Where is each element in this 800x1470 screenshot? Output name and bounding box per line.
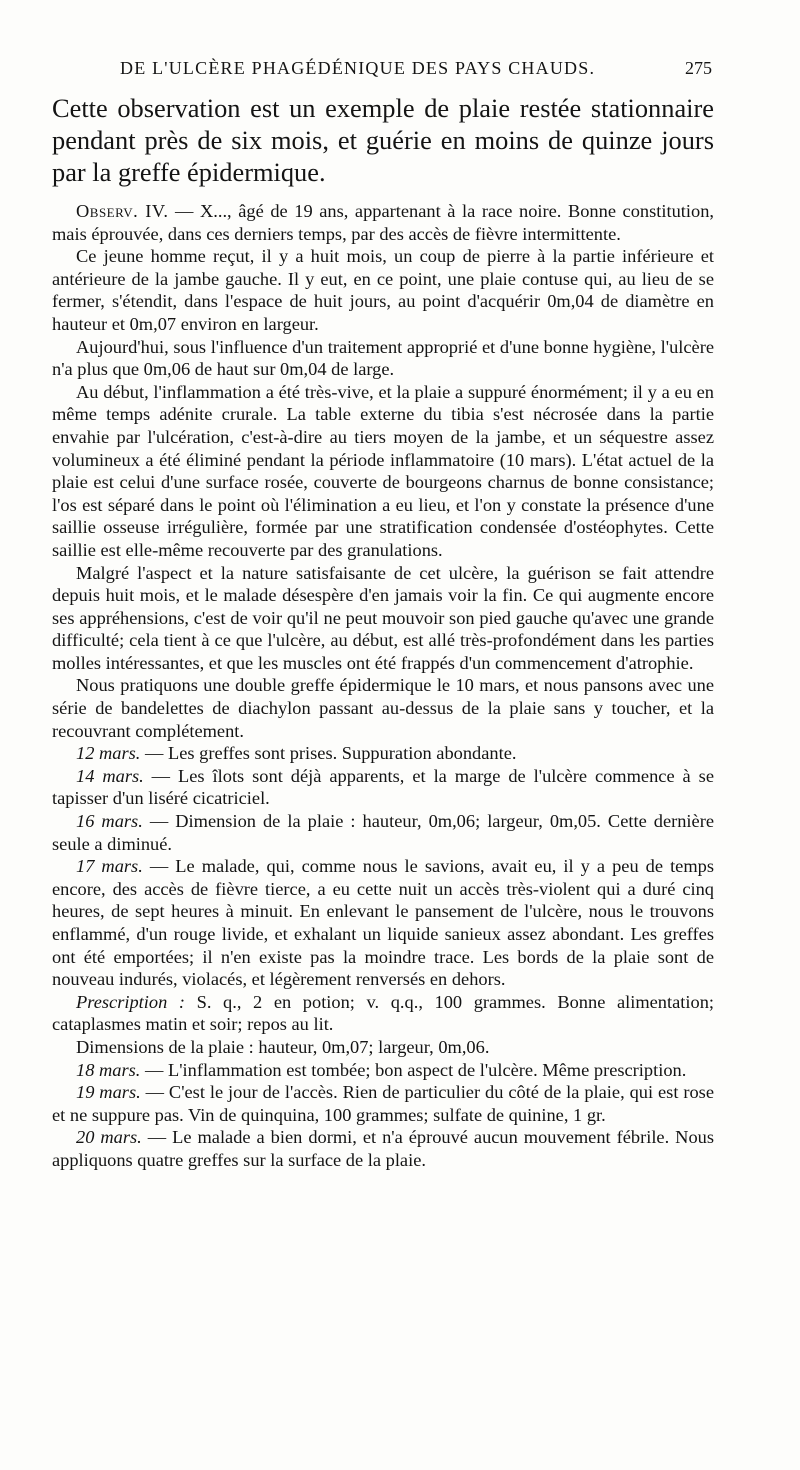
paragraph	[52, 1081, 714, 1126]
paragraph	[52, 1126, 714, 1171]
running-header	[120, 58, 712, 79]
paragraph	[52, 1059, 714, 1082]
paragraph-text: — Le malade, qui, comme nous le savions, avait eu, il y a peu de temps encore, des accès de fièvre tierce, a eu cette nuit un accès très-violent qui a duré cinq heures, de sept heures à minuit. En enlevant le pansement de l'ulcère, nous le trouvons enflammé, d'un rouge livide, et exhalant un liquide sanieux assez abondant. Les greffes ont été emportées; il n'en existe pas la moindre trace. Les bords de la plaie sont de nouveau indurés, violacés, et légèrement renversés en dehors.	[52, 856, 714, 990]
paragraph-text: S. q., 2 en potion; v. q.q., 100 grammes. Bonne alimentation; cataplasmes matin et soir; repos au lit.	[52, 991, 714, 1035]
date-label: 16 mars.	[76, 811, 143, 832]
paragraph-text: Nous pratiquons une double greffe épidermique le 10 mars, et nous pansons avec une série de bandelettes de diachylon passant au-dessus de la plaie sans y toucher, et la recouvrant complétement.	[52, 675, 714, 741]
paragraph-text: — Le malade a bien dormi, et n'a éprouvé aucun mouvement fébrile. Nous appliquons quatre greffes sur la surface de la plaie.	[52, 1127, 714, 1170]
paragraph-text: — Les greffes sont prises. Suppuration abondante.	[140, 743, 517, 764]
paragraph-lead: Observ. IV.	[76, 201, 169, 221]
date-label: 19 mars.	[76, 1082, 141, 1103]
paragraph-text: — L'inflammation est tombée; bon aspect de l'ulcère. Même prescription.	[140, 1059, 687, 1080]
paragraph-text: — Les îlots sont déjà apparents, et la marge de l'ulcère commence à se tapisser d'un liséré cicatriciel.	[52, 765, 714, 809]
paragraph	[52, 991, 714, 1036]
date-label: 12 mars.	[76, 743, 141, 764]
paragraph	[52, 200, 714, 245]
date-label: 14 mars.	[76, 765, 144, 786]
running-title: DE L'ULCÈRE PHAGÉDÉNIQUE DES PAYS CHAUDS.	[120, 58, 596, 78]
date-label: 20 mars.	[76, 1127, 142, 1148]
paragraph-text: Aujourd'hui, sous l'influence d'un traitement approprié et d'une bonne hygiène, l'ulcère n'a plus que 0m,06 de haut sur 0m,04 de large.	[52, 336, 714, 380]
paragraph	[52, 1036, 714, 1059]
paragraph	[52, 336, 714, 381]
paragraph-text: Au début, l'inflammation a été très-vive, et la plaie a suppuré énormément; il y a eu en même temps adénite crurale. La table externe du tibia s'est nécrosée dans la partie envahie par l'ulcération, c'est-à-dire au tiers moyen de la jambe, et un séquestre assez volumineux a été éliminé pendant la période inflammatoire (10 mars). L'état actuel de la plaie est celui d'une surface rosée, couverte de bourgeons charnus de bonne consistance; l'os est séparé dans le point où l'élimination a eu lieu, et l'on y constate la présence d'une saillie osseuse irrégulière, formée par une stratification condensée d'ostéophytes. Cette saillie est elle-même recouverte par des granulations.	[52, 381, 714, 560]
paragraph-text: Dimensions de la plaie : hauteur, 0m,07; largeur, 0m,06.	[76, 1036, 490, 1057]
paragraph-text: Ce jeune homme reçut, il y a huit mois, un coup de pierre à la partie inférieure et antérieure de la jambe gauche. Il y eut, en ce point, une plaie contuse qui, au lieu de se fermer, s'étendit, dans l'espace de huit jours, au point d'acquérir 0m,04 de diamètre en hauteur et 0m,07 environ en largeur.	[52, 246, 714, 334]
intro-paragraph: Cette observation est un exemple de plaie restée stationnaire pendant près de six mois, et guérie en moins de quinze jours par la greffe épidermique.	[52, 93, 714, 187]
paragraph-text: — X..., âgé de 19 ans, appartenant à la race noire. Bonne constitution, mais éprouvée, dans ces derniers temps, par des accès de fièvre intermittente.	[52, 201, 714, 244]
paragraph-text: Malgré l'aspect et la nature satisfaisante de cet ulcère, la guérison se fait attendre depuis huit mois, et le malade désespère d'en jamais voir la fin. Ce qui augmente encore ses appréhensions, c'est de voir qu'il ne peut mouvoir son pied gauche qu'avec une grande difficulté; cela tient à ce que l'ulcère, au début, est allé très-profondément dans les parties molles intéressantes, et que les muscles ont été frappés d'un commencement d'atrophie.	[52, 562, 714, 673]
paragraph	[52, 245, 714, 335]
paragraph	[52, 742, 714, 765]
paragraph	[52, 674, 714, 742]
paragraph	[52, 381, 714, 562]
paragraph	[52, 810, 714, 855]
date-label: 18 mars.	[76, 1059, 141, 1080]
paragraph	[52, 855, 714, 991]
page-number: 275	[685, 58, 712, 78]
paragraph	[52, 765, 714, 810]
date-label: 17 mars.	[76, 856, 143, 877]
paragraph-text: — C'est le jour de l'accès. Rien de particulier du côté de la plaie, qui est rose et ne suppure pas. Vin de quinquina, 100 grammes; sulfate de quinine, 1 gr.	[52, 1082, 714, 1125]
observation-text	[52, 200, 714, 1172]
paragraph	[52, 562, 714, 675]
paragraph-text: — Dimension de la plaie : hauteur, 0m,06; largeur, 0m,05. Cette dernière seule a diminué.	[52, 811, 714, 854]
prescription-label: Prescription :	[76, 991, 185, 1012]
